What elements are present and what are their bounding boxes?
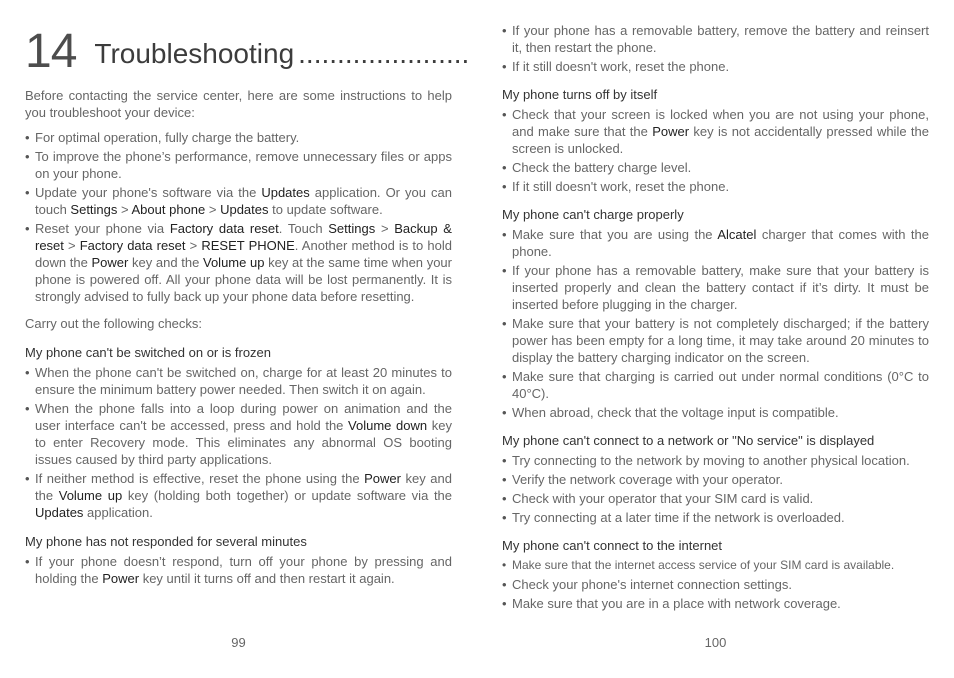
list-item: • When abroad, check that the voltage input is compatible. <box>502 404 929 421</box>
list-item: • When the phone falls into a loop during power on animation and the user interface can't be accessed, press and hold the Volume down key to enter Recovery mode. This eliminates any abnormal OS booting issues caused by third party applications. <box>25 400 452 468</box>
section-list <box>502 226 929 421</box>
list-item: • For optimal operation, fully charge the battery. <box>25 129 452 146</box>
list-item: • To improve the phone’s performance, remove unnecessary files or apps on your phone. <box>25 148 452 182</box>
intro-bullet-list <box>25 129 452 305</box>
left-page <box>25 0 470 678</box>
continued-list <box>502 22 929 75</box>
section-list <box>502 106 929 195</box>
list-item: • Check with your operator that your SIM card is valid. <box>502 490 929 507</box>
list-item: • If it still doesn't work, reset the phone. <box>502 178 929 195</box>
intro-paragraph: Before contacting the service center, here are some instructions to help you troubleshoot your device: <box>25 88 452 120</box>
list-item: • Make sure that your battery is not completely discharged; if the battery power has been empty for a long time, it may take around 20 minutes to display the battery charging indicator on the screen. <box>502 315 929 366</box>
section-list <box>502 452 929 526</box>
chapter-title-leader-dots: ...................... <box>298 38 470 69</box>
list-item: • Update your phone's software via the Updates application. Or you can touch Settings > About phone > Updates to update software. <box>25 184 452 218</box>
list-item: • Try connecting to the network by moving to another physical location. <box>502 452 929 469</box>
list-item: • Make sure that the internet access service of your SIM card is available. <box>502 557 929 574</box>
list-item: • When the phone can't be switched on, charge for at least 20 minutes to ensure the minimum battery power needed. Then switch it on again. <box>25 364 452 398</box>
section-list <box>502 557 929 612</box>
right-page-body <box>502 22 929 614</box>
list-item: • If neither method is effective, reset the phone using the Power key and the Volume up key (holding both together) or update software via the Updates application. <box>25 470 452 521</box>
list-item: • Reset your phone via Factory data reset. Touch Settings > Backup & reset > Factory data reset > RESET PHONE. Another method is to hold down the Power key and the Volume up key at the same time when your phone is powered off. All your phone data will be lost permanently. It is strongly advised to fully back up your phone data before resetting. <box>25 220 452 305</box>
section-list <box>25 364 452 521</box>
right-page <box>502 0 929 678</box>
page-number: 100 <box>704 635 727 650</box>
list-item: • If your phone doesn’t respond, turn off your phone by pressing and holding the Power key until it turns off and then restart it again. <box>25 553 452 587</box>
checks-intro: Carry out the following checks: <box>25 316 203 331</box>
section-heading: My phone can't charge properly <box>502 207 684 222</box>
section-heading: My phone turns off by itself <box>502 87 658 102</box>
list-item: • Make sure that you are using the Alcatel charger that comes with the phone. <box>502 226 929 260</box>
chapter-heading <box>25 26 469 78</box>
list-item: • Verify the network coverage with your operator. <box>502 471 929 488</box>
list-item: • Try connecting at a later time if the network is overloaded. <box>502 509 929 526</box>
section-heading: My phone can't connect to a network or "No service" is displayed <box>502 433 875 448</box>
page-number: 99 <box>231 635 246 650</box>
list-item: • Check your phone's internet connection settings. <box>502 576 929 593</box>
chapter-number: 14 <box>25 25 77 78</box>
list-item: • Check the battery charge level. <box>502 159 929 176</box>
section-heading: My phone can't connect to the internet <box>502 538 723 553</box>
left-page-body <box>25 87 452 589</box>
list-item: • Make sure that charging is carried out under normal conditions (0°C to 40°C). <box>502 368 929 402</box>
list-item: • If it still doesn't work, reset the phone. <box>502 58 929 75</box>
section-heading: My phone has not responded for several minutes <box>25 534 307 549</box>
section-list <box>25 553 452 587</box>
chapter-title: Troubleshooting <box>94 38 295 69</box>
list-item: • If your phone has a removable battery, remove the battery and reinsert it, then restart the phone. <box>502 22 929 56</box>
list-item: • Make sure that you are in a place with network coverage. <box>502 595 929 612</box>
section-heading: My phone can't be switched on or is frozen <box>25 345 272 360</box>
list-item: • If your phone has a removable battery, make sure that your battery is inserted properly and clean the battery contact if it’s dirty. It must be inserted before plugging in the charger. <box>502 262 929 313</box>
list-item: • Check that your screen is locked when you are not using your phone, and make sure that the Power key is not accidentally pressed while the screen is unlocked. <box>502 106 929 157</box>
